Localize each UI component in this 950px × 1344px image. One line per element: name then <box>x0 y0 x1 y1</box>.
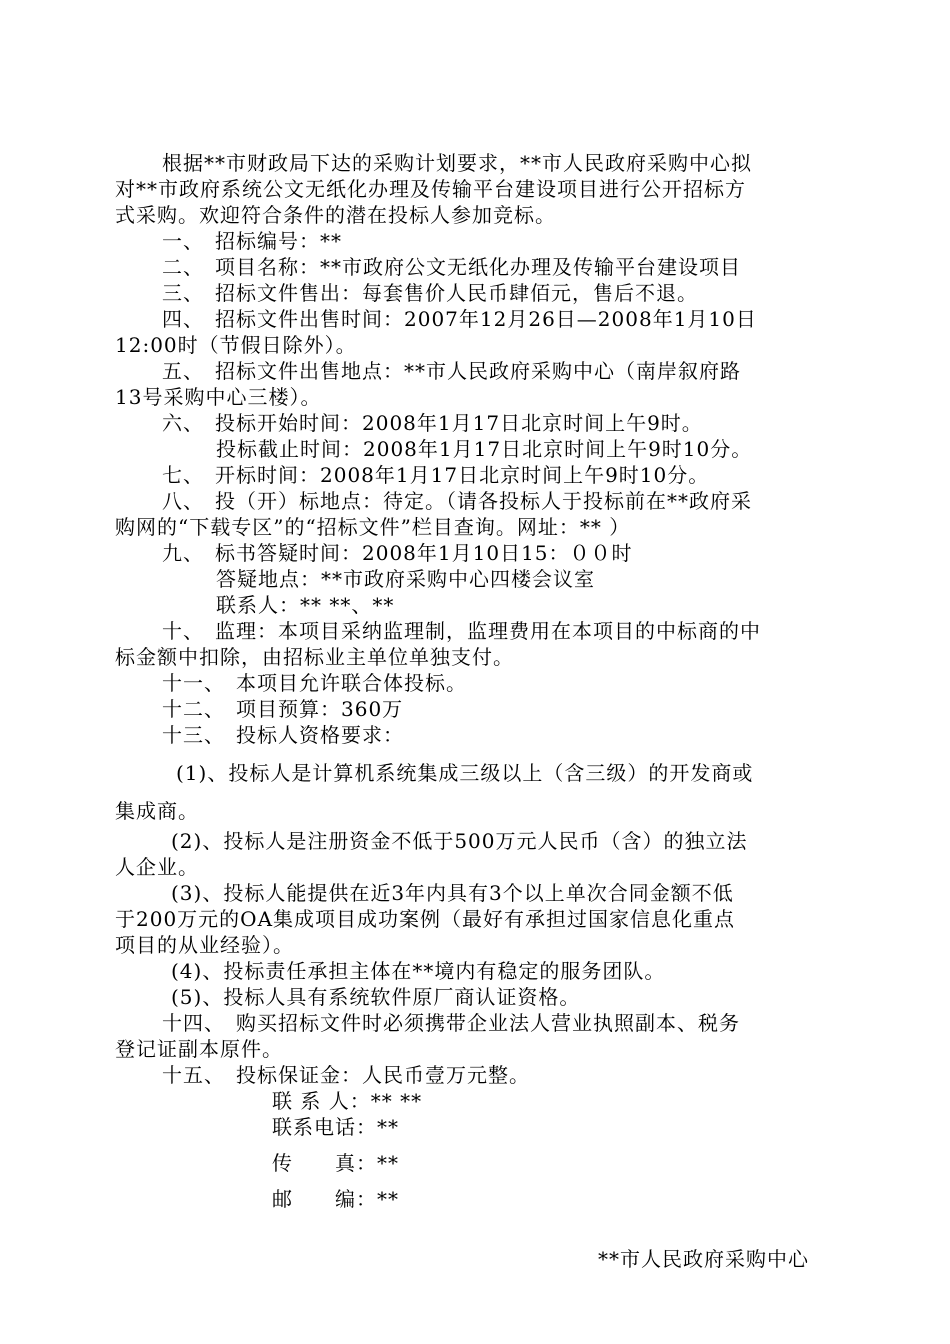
contact-phone: 联系电话：** <box>272 1115 399 1139</box>
item-6-deadline: 投标截止时间：2008年1月17日北京时间上午9时10分。 <box>216 437 753 461</box>
req-3-cont-2: 项目的从业经验）。 <box>115 933 294 957</box>
item-5: 五、 招标文件出售地点：**市人民政府采购中心（南岸叙府路 <box>162 359 741 383</box>
item-7: 七、 开标时间：2008年1月17日北京时间上午9时10分。 <box>162 463 710 487</box>
req-3-cont-1: 于200万元的OA集成项目成功案例（最好有承担过国家信息化重点 <box>115 907 736 931</box>
contact-postcode: 邮 编：** <box>272 1187 399 1211</box>
contact-person: 联 系 人：** ** <box>272 1089 423 1113</box>
item-9-contact: 联系人：** **、** <box>216 593 395 617</box>
item-12: 十二、 项目预算：360万 <box>162 697 404 721</box>
req-4: (4)、投标责任承担主体在**境内有稳定的服务团队。 <box>171 959 666 983</box>
item-2: 二、 项目名称：**市政府公文无纸化办理及传输平台建设项目 <box>162 255 741 279</box>
item-3: 三、 招标文件售出：每套售价人民币肆佰元，售后不退。 <box>162 281 698 305</box>
item-9: 九、 标书答疑时间：2008年1月10日15：００时 <box>162 541 633 565</box>
issuer-signature: **市人民政府采购中心 <box>598 1247 809 1271</box>
intro-line-2: 对**市政府系统公文无纸化办理及传输平台建设项目进行公开招标方 <box>115 177 746 201</box>
intro-line-3: 式采购。欢迎符合条件的潜在投标人参加竞标。 <box>115 203 556 227</box>
req-3: (3)、投标人能提供在近3年内具有3个以上单次合同金额不低 <box>171 881 734 905</box>
item-14: 十四、 购买招标文件时必须携带企业法人营业执照副本、税务 <box>162 1011 740 1035</box>
req-5: (5)、投标人具有系统软件原厂商认证资格。 <box>171 985 581 1009</box>
item-1: 一、 招标编号：** <box>162 229 342 253</box>
req-1: (1)、投标人是计算机系统集成三级以上（含三级）的开发商或 <box>176 761 754 785</box>
item-14-cont: 登记证副本原件。 <box>115 1037 283 1061</box>
item-4-cont: 12:00时（节假日除外）。 <box>115 333 357 357</box>
item-13: 十三、 投标人资格要求： <box>162 723 404 747</box>
item-15: 十五、 投标保证金：人民币壹万元整。 <box>162 1063 530 1087</box>
req-2-cont: 人企业。 <box>115 855 199 879</box>
req-1-cont: 集成商。 <box>115 799 199 823</box>
item-11: 十一、 本项目允许联合体投标。 <box>162 671 467 695</box>
item-5-cont: 13号采购中心三楼）。 <box>115 385 322 409</box>
contact-fax: 传 真：** <box>272 1151 399 1175</box>
item-8-cont: 购网的“下载专区”的“招标文件”栏目查询。网址：** ） <box>115 515 631 539</box>
req-2: (2)、投标人是注册资金不低于500万元人民币（含）的独立法 <box>171 829 748 853</box>
item-10-cont: 标金额中扣除，由招标业主单位单独支付。 <box>115 645 514 669</box>
item-9-location: 答疑地点：**市政府采购中心四楼会议室 <box>216 567 595 591</box>
item-8: 八、 投（开）标地点：待定。（请各投标人于投标前在**政府采 <box>162 489 752 513</box>
item-4: 四、 招标文件出售时间：2007年12月26日—2008年1月10日 <box>162 307 757 331</box>
item-10: 十、 监理：本项目采纳监理制，监理费用在本项目的中标商的中 <box>162 619 761 643</box>
intro-line-1: 根据**市财政局下达的采购计划要求，**市人民政府采购中心拟 <box>162 151 752 175</box>
item-6: 六、 投标开始时间：2008年1月17日北京时间上午9时。 <box>162 411 703 435</box>
